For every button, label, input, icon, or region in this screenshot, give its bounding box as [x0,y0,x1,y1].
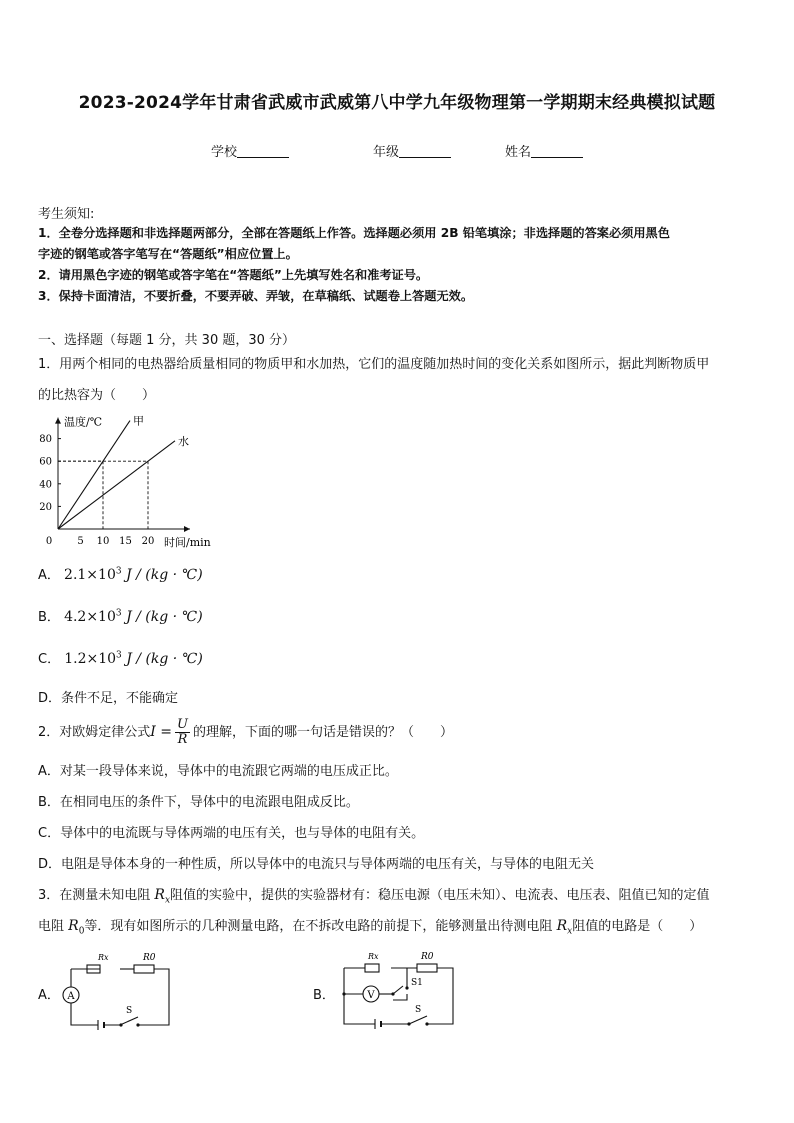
label-r0: R0 [421,952,434,962]
x-tick-label: 20 [141,536,155,547]
q3-option-b-label[interactable]: B． [313,988,335,1003]
resistor-r0 [134,965,154,973]
y-tick-label: 80 [39,434,52,446]
y-tick-label: 60 [39,456,52,468]
label-rx: Rx [368,952,379,961]
notice-item-1-cont: 字迹的钢笔或答字笔写在“答题纸”相应位置上。 [38,247,298,261]
q1-stem-line1: 1．用两个相同的电热器给质量相同的物质甲和水加热，它们的温度随加热时间的变化关系如图所示，据此判断物质甲 [38,357,710,372]
resistor-r0 [417,964,437,972]
q2-option-d[interactable]: D．电阻是导体本身的一种性质，所以导体中的电流只与导体两端的电压有关，与导体的电阻无关 [38,857,595,872]
q3-stem-line2: 电阻 $R_0$等．现有如图所示的几种测量电路，在不拆改电路的前提下，能够测量出待测电阻 $R_x$阻值的电路是（ ） [38,918,703,937]
label-r0: R0 [143,953,156,963]
voltmeter-letter: V [367,990,375,1001]
q3-circuit-b [335,944,470,1029]
switch-contact [425,1022,428,1025]
q2-option-a[interactable]: A．对某一段导体来说，导体中的电流跟它两端的电压成正比。 [38,764,398,779]
switch-pivot [119,1023,122,1026]
switch-pivot [407,1022,410,1025]
y-tick-label: 20 [39,501,52,513]
q2-option-c[interactable]: C．导体中的电流既与导体两端的电压有关，也与导体的电阻有关。 [38,826,425,841]
q3-circuit-a [58,945,178,1030]
notice-item-1: 1．全卷分选择题和非选择题两部分，全部在答题纸上作答。选择题必须用 2B 铅笔填涂；非选择题的答案必须用黑色 [38,226,670,240]
switch-contact [136,1023,139,1026]
q2-formula-fraction: $\frac{U}{R}$ [177,717,188,747]
switch-s1-blade [393,986,403,994]
ammeter-letter: A [67,991,75,1002]
switch-s1-pivot [391,992,394,995]
q1-option-d[interactable]: D．条件不足，不能确定 [38,691,179,706]
label-rx: Rx [98,953,109,962]
resistor-rx [365,964,379,972]
label-s: S [126,1006,133,1016]
x-tick-label: 0 [45,536,53,547]
x-axis-arrow [184,526,190,532]
label-s1: S1 [411,978,423,988]
x-tick-label: 5 [77,536,84,547]
junction-left [342,992,345,995]
q1-option-b[interactable]: B． $4.2\times 10^3$ J / (kg · ℃) [38,608,203,625]
q3-stem-line1: 3．在测量未知电阻 $R_x$阻值的实验中，提供的实验器材有：稳压电源（电压未知）、电流表、电压表、阻值已知的定值 [38,887,710,906]
q1-option-c[interactable]: C． $1.2\times 10^3$ J / (kg · ℃) [38,650,203,667]
name-field [505,141,583,160]
q2-option-b[interactable]: B．在相同电压的条件下，导体中的电流跟电阻成反比。 [38,795,359,810]
series-label-1: 甲 [133,414,144,428]
series-line-2 [58,441,175,529]
y-axis-arrow [55,418,61,424]
q3-option-a-label[interactable]: A． [38,988,60,1003]
q1-option-a[interactable]: A． $2.1\times 10^3$ J / (kg · ℃) [38,566,203,583]
series-line-1 [58,421,130,529]
q1-chart [30,405,230,555]
grade-blank [399,144,451,158]
notice-item-2: 2．请用黑色字迹的钢笔或答字笔在“答题纸”上先填写姓名和准考证号。 [38,268,429,282]
exam-title: 2023-2024学年甘肃省武威市武威第八中学九年级物理第一学期期末经典模拟试题 [78,93,716,113]
name-label: 姓名 [505,145,532,160]
school-field [211,141,289,160]
section-heading: 一、选择题（每题 1 分，共 30 题，30 分） [38,333,296,348]
q1-stem-line2: 的比热容为（ ） [38,388,156,403]
label-s: S [415,1005,422,1015]
q2-stem: 2．对欧姆定律公式I = $\frac{U}{R}$ 的理解，下面的哪一句话是错误的？（ ） [38,717,453,747]
notice-heading: 考生须知: [38,207,95,222]
y-tick-label: 40 [39,479,52,491]
notice-item-3: 3．保持卡面清洁，不要折叠，不要弄破、弄皱，在草稿纸、试题卷上答题无效。 [38,289,474,303]
switch-s-blade [120,1017,138,1025]
x-tick-label: 10 [96,536,110,547]
series-label-2: 水 [178,434,189,448]
name-blank [531,144,583,158]
grade-field [373,141,451,160]
y-axis-label: 温度/℃ [64,415,103,429]
switch-s-blade [409,1016,427,1024]
x-tick-label: 15 [119,536,132,547]
grade-label: 年级 [373,145,400,160]
school-blank [237,144,289,158]
switch-s1-contact [405,986,408,989]
x-axis-label: 时间/min [164,536,211,549]
school-label: 学校 [211,145,238,160]
